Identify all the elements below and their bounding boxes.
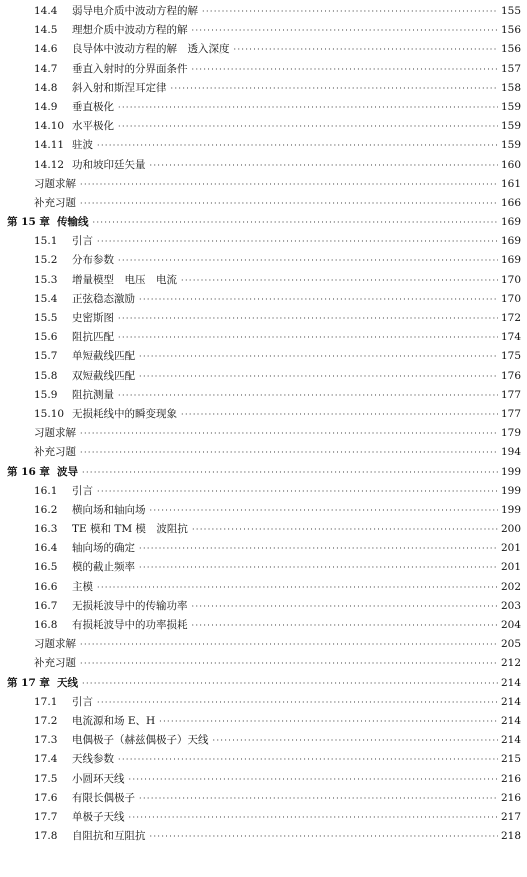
dot-leader <box>118 251 498 270</box>
dot-leader <box>80 194 498 213</box>
dot-leader <box>192 60 499 79</box>
toc-entry-number: 第 15 章 <box>7 216 50 229</box>
toc-entry-title: 垂直入射时的分界面条件 <box>72 62 188 75</box>
dot-leader <box>97 232 498 251</box>
dot-leader <box>97 136 498 155</box>
toc-entry-title: 史密斯图 <box>72 312 114 324</box>
dot-leader <box>80 635 498 654</box>
toc-entry-title: 驻波 <box>72 139 93 152</box>
dot-leader <box>150 156 499 175</box>
toc-entry-row <box>0 443 527 462</box>
toc-entry-row <box>0 405 527 424</box>
toc-entry-row <box>0 386 527 405</box>
toc-entry-row <box>0 808 527 827</box>
toc-entry-number: 15.9 <box>34 388 58 401</box>
toc-page-number: 156 <box>501 24 522 37</box>
dot-leader <box>80 175 498 194</box>
toc-entry-number: 14.12 <box>34 158 65 171</box>
toc-entry-row <box>0 21 527 40</box>
toc-entry-row <box>0 271 527 290</box>
toc-entry-number: 17.5 <box>34 772 58 785</box>
dot-leader <box>192 597 499 616</box>
dot-leader <box>80 424 498 443</box>
toc-page-number: 216 <box>501 772 522 785</box>
toc-entry-number: 14.7 <box>34 62 58 75</box>
toc-entry-row <box>0 194 527 213</box>
toc-entry-title: 良导体中波动方程的解 透入深度 <box>72 43 230 56</box>
dot-leader <box>97 693 498 712</box>
toc-entry-title: 双短截线匹配 <box>72 369 135 382</box>
toc-entry-number: 14.4 <box>34 5 58 17</box>
toc-entry-number: 16.5 <box>34 561 58 574</box>
toc-entry-title: 横向场和轴向场 <box>72 503 146 516</box>
toc-chapter-row <box>0 674 527 693</box>
toc-page-number: 201 <box>501 561 522 574</box>
toc-entry-row <box>0 693 527 712</box>
toc-entry-title: 理想介质中波动方程的解 <box>72 24 188 37</box>
toc-entry-row <box>0 616 527 635</box>
toc-entry-number: 16.2 <box>34 503 58 516</box>
toc-page-number: 204 <box>501 619 522 631</box>
dot-leader <box>181 271 498 290</box>
toc-entry-title: 单短截线匹配 <box>72 350 135 363</box>
toc-entry-number: 14.11 <box>34 139 65 152</box>
toc-entry-number: 14.5 <box>34 24 58 37</box>
dot-leader <box>82 463 498 482</box>
toc-entry-number: 15.6 <box>34 331 58 344</box>
toc-entry-number: 14.6 <box>34 43 58 56</box>
toc-page-number: 157 <box>501 62 522 75</box>
dot-leader <box>93 213 499 232</box>
toc-chapter-row <box>0 213 527 232</box>
toc-entry-title: 斜入射和斯涅耳定律 <box>72 81 167 94</box>
toc-entry-row <box>0 156 527 175</box>
toc-entry-title: 天线参数 <box>72 753 114 766</box>
dot-leader <box>118 98 498 117</box>
toc-entry-row <box>0 597 527 616</box>
dot-leader <box>118 750 498 769</box>
toc-page-number: 201 <box>501 542 522 555</box>
toc-entry-row <box>0 175 527 194</box>
toc-entry-row <box>0 424 527 443</box>
toc-page-number: 194 <box>501 446 522 459</box>
toc-entry-number: 16.6 <box>34 580 58 593</box>
toc-entry-number: 16.1 <box>34 484 58 497</box>
toc-entry-title: 习题求解 <box>34 427 76 440</box>
toc-entry-number: 17.4 <box>34 753 58 766</box>
toc-page-number: 174 <box>501 331 522 344</box>
toc-entry-row <box>0 251 527 270</box>
toc-entry-row <box>0 367 527 386</box>
toc-page-number: 175 <box>501 350 522 363</box>
toc-page-number: 216 <box>501 791 522 804</box>
toc-page-number: 170 <box>501 273 522 286</box>
toc-entry-title: 正弦稳态激励 <box>72 292 135 305</box>
toc-entry-title: 自阻抗和互阻抗 <box>72 830 146 843</box>
toc-entry-number: 17.1 <box>34 695 58 708</box>
toc-entry-number: 第 17 章 <box>7 676 50 689</box>
toc-entry-row <box>0 309 527 328</box>
toc-page-number: 199 <box>501 484 522 497</box>
toc-entry-number: 17.2 <box>34 714 58 727</box>
toc-page-number: 202 <box>501 580 522 593</box>
toc-entry-title: 有限长偶极子 <box>72 791 135 804</box>
toc-page-number: 159 <box>501 139 522 152</box>
toc-entry-title: 垂直极化 <box>72 100 114 113</box>
dot-leader <box>139 347 498 366</box>
toc-entry-title: 单极子天线 <box>72 810 125 823</box>
toc-page-number: 161 <box>501 177 522 190</box>
dot-leader <box>118 117 498 136</box>
toc-entry-row <box>0 520 527 539</box>
toc-page-number: 217 <box>501 810 522 823</box>
toc-entry-title: 习题求解 <box>34 177 76 190</box>
toc-page-number: 172 <box>501 312 522 324</box>
dot-leader <box>150 501 499 520</box>
toc-entry-number: 14.9 <box>34 100 58 113</box>
toc-entry-title: 小圆环天线 <box>72 772 125 785</box>
toc-entry-title: 引言 <box>72 484 93 497</box>
toc-page-number: 212 <box>501 657 522 670</box>
toc-page-number: 205 <box>501 638 522 651</box>
toc-entry-title: 引言 <box>72 695 93 708</box>
toc-entry-row <box>0 789 527 808</box>
toc-entry-row <box>0 2 527 21</box>
dot-leader <box>181 405 498 424</box>
toc-entry-row <box>0 750 527 769</box>
toc-entry-number: 14.10 <box>34 120 65 133</box>
toc-entry-number: 16.7 <box>34 599 58 612</box>
toc-entry-row <box>0 827 527 846</box>
toc-entry-title: 电流源和场 E、H <box>72 714 156 727</box>
dot-leader <box>159 712 498 731</box>
toc-entry-number: 15.4 <box>34 292 58 305</box>
dot-leader <box>213 731 499 750</box>
toc-entry-row <box>0 136 527 155</box>
toc-page-number: 160 <box>501 158 522 171</box>
toc-entry-row <box>0 501 527 520</box>
toc-entry-row <box>0 79 527 98</box>
toc-entry-row <box>0 482 527 501</box>
toc-entry-row <box>0 60 527 79</box>
dot-leader <box>80 443 498 462</box>
toc-page-number: 177 <box>501 407 522 420</box>
dot-leader <box>139 789 498 808</box>
toc-entry-number: 14.8 <box>34 81 58 94</box>
dot-leader <box>234 40 499 59</box>
toc-entry-title: 分布参数 <box>72 254 114 267</box>
toc-entry-title: 无损耗线中的瞬变现象 <box>72 407 177 420</box>
toc-page-number: 199 <box>501 503 522 516</box>
toc-entry-row <box>0 290 527 309</box>
toc-entry-row <box>0 40 527 59</box>
toc-entry-title: 天线 <box>57 676 78 689</box>
toc-entry-title: 习题求解 <box>34 638 76 651</box>
toc-entry-row <box>0 347 527 366</box>
toc-entry-title: 水平极化 <box>72 120 114 133</box>
toc-entry-number: 17.6 <box>34 791 58 804</box>
dot-leader <box>129 808 499 827</box>
dot-leader <box>118 386 498 405</box>
toc-entry-title: 补充习题 <box>34 657 76 670</box>
toc-page-number: 170 <box>501 292 522 305</box>
toc-entry-title: 功和坡印廷矢量 <box>72 158 146 171</box>
toc-entry-title: 阻抗测量 <box>72 388 114 401</box>
toc-entry-row <box>0 731 527 750</box>
toc-page-number: 179 <box>501 427 522 440</box>
toc-page-number: 158 <box>501 81 522 94</box>
toc-entry-number: 17.3 <box>34 734 58 747</box>
toc-page-number: 159 <box>501 120 522 133</box>
toc-page-number: 177 <box>501 388 522 401</box>
toc-chapter-row <box>0 463 527 482</box>
toc-entry-row <box>0 232 527 251</box>
toc-entry-row <box>0 635 527 654</box>
toc-entry-title: 弱导电介质中波动方程的解 <box>72 5 198 17</box>
toc-entry-number: 第 16 章 <box>7 465 50 478</box>
toc-entry-title: 电偶极子（赫兹偶极子）天线 <box>72 734 209 747</box>
toc-entry-row <box>0 770 527 789</box>
dot-leader <box>129 770 499 789</box>
toc-page-number: 169 <box>501 216 522 229</box>
dot-leader <box>139 290 498 309</box>
toc-entry-number: 15.7 <box>34 350 58 363</box>
toc-entry-title: 主模 <box>72 580 93 593</box>
dot-leader <box>97 482 498 501</box>
toc-entry-title: 补充习题 <box>34 196 76 209</box>
dot-leader <box>202 2 498 21</box>
dot-leader <box>139 558 498 577</box>
toc-entry-number: 16.4 <box>34 542 58 555</box>
toc-entry-title: 阻抗匹配 <box>72 331 114 344</box>
toc-entry-title: 引言 <box>72 235 93 248</box>
toc-page-number: 200 <box>501 523 522 536</box>
toc-entry-title: TE 模和 TM 模 波阻抗 <box>72 523 188 536</box>
dot-leader <box>80 654 498 673</box>
toc-entry-row <box>0 117 527 136</box>
dot-leader <box>118 309 498 328</box>
toc-page-number: 159 <box>501 100 522 113</box>
dot-leader <box>171 79 499 98</box>
toc-entry-row <box>0 98 527 117</box>
toc-page-number: 155 <box>501 5 522 17</box>
toc-entry-title: 传输线 <box>57 216 89 229</box>
toc-entry-row <box>0 712 527 731</box>
dot-leader <box>150 827 499 846</box>
toc-entry-row <box>0 558 527 577</box>
toc-entry-number: 16.3 <box>34 523 58 536</box>
toc-entry-title: 有损耗波导中的功率损耗 <box>72 619 188 631</box>
toc-page-number: 214 <box>501 734 522 747</box>
toc-entry-number: 17.8 <box>34 830 58 843</box>
toc-page-number: 169 <box>501 235 522 248</box>
toc-page-number: 169 <box>501 254 522 267</box>
dot-leader <box>192 616 499 635</box>
toc-page-number: 214 <box>501 676 522 689</box>
toc-entry-title: 波导 <box>57 465 78 478</box>
dot-leader <box>139 539 498 558</box>
toc-entry-title: 无损耗波导中的传输功率 <box>72 599 188 612</box>
toc-entry-number: 15.2 <box>34 254 58 267</box>
toc-entry-number: 15.8 <box>34 369 58 382</box>
toc-entry-title: 补充习题 <box>34 446 76 459</box>
toc-page-number: 218 <box>501 830 522 843</box>
dot-leader <box>118 328 498 347</box>
toc-entry-title: 模的截止频率 <box>72 561 135 574</box>
toc-entry-row <box>0 539 527 558</box>
toc-entry-row <box>0 578 527 597</box>
toc-entry-number: 15.5 <box>34 312 58 324</box>
dot-leader <box>139 367 498 386</box>
toc-page-number: 176 <box>501 369 522 382</box>
toc-entry-title: 增量模型 电压 电流 <box>72 273 177 286</box>
dot-leader <box>82 674 498 693</box>
toc-entry-number: 16.8 <box>34 619 58 631</box>
toc-entry-title: 轴向场的确定 <box>72 542 135 555</box>
toc-page-number: 214 <box>501 714 522 727</box>
toc-page-number: 199 <box>501 465 522 478</box>
toc-page-number: 156 <box>501 43 522 56</box>
toc-entry-row <box>0 328 527 347</box>
dot-leader <box>192 520 498 539</box>
dot-leader <box>192 21 499 40</box>
dot-leader <box>97 578 498 597</box>
toc-entry-number: 15.3 <box>34 273 58 286</box>
toc-entry-number: 17.7 <box>34 810 58 823</box>
toc-entry-number: 15.1 <box>34 235 58 248</box>
toc-entry-number: 15.10 <box>34 407 65 420</box>
toc-page-number: 215 <box>501 753 522 766</box>
toc-page-number: 214 <box>501 695 522 708</box>
toc-entry-row <box>0 654 527 673</box>
toc-page-number: 166 <box>501 196 522 209</box>
toc-page-number: 203 <box>501 599 522 612</box>
